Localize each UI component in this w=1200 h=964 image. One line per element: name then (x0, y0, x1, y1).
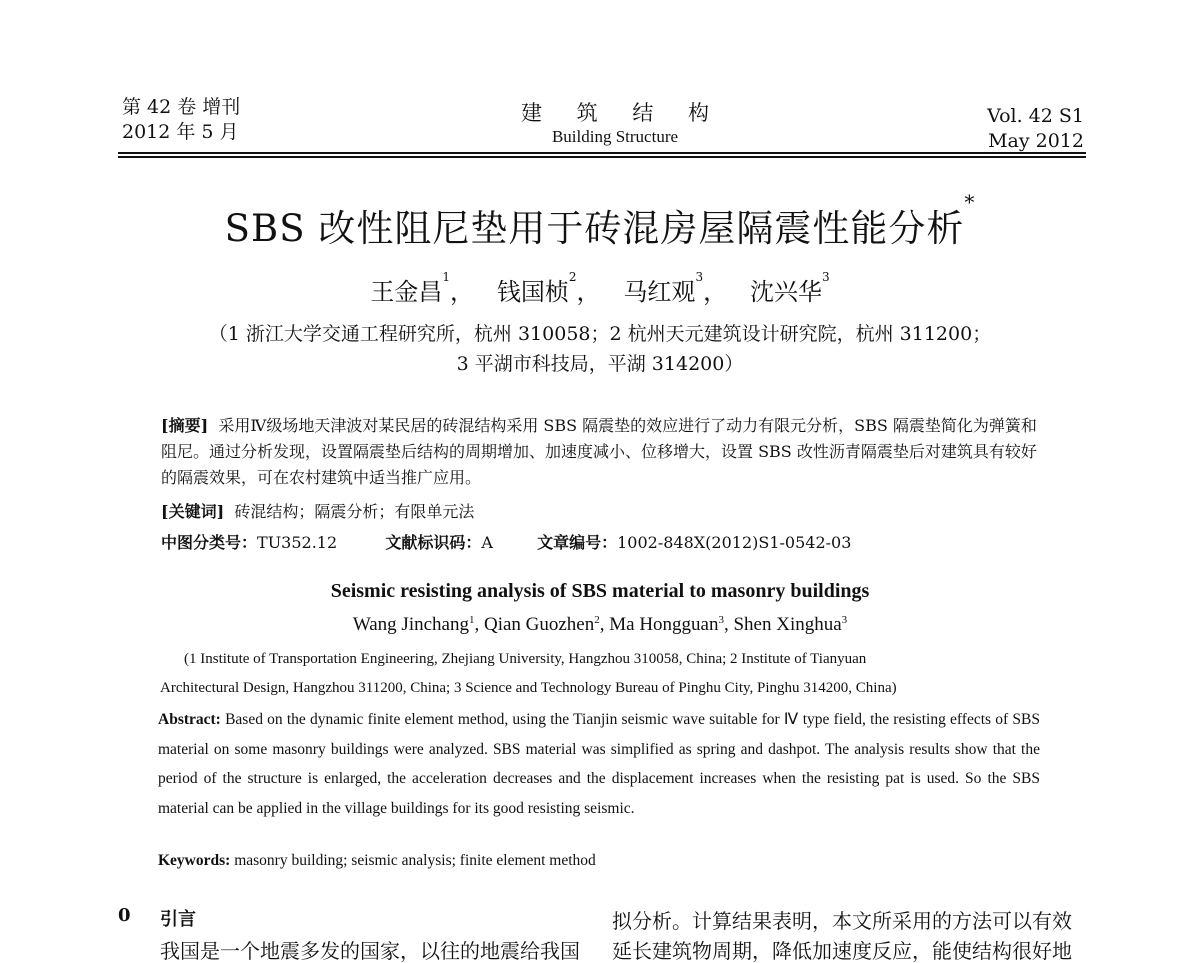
author-aff-mark-en: 3 (718, 614, 724, 626)
keywords-zh (161, 499, 474, 522)
paper-title (0, 190, 1200, 252)
journal-volume-en (987, 104, 1084, 154)
keywords-zh-label: [关键词] (161, 502, 225, 521)
volume-en: Vol. 42 S1 (987, 105, 1084, 127)
author-name: 马红观 (623, 278, 696, 306)
section-number: 0 (118, 905, 131, 926)
author-list-en (0, 614, 1200, 636)
affiliation-line-1: （1 浙江大学交通工程研究所，杭州 310058；2 杭州天元建筑设计研究院，杭州 311200； (208, 323, 992, 345)
section-title: 引言 (160, 909, 196, 930)
abstract-en (158, 705, 1040, 823)
journal-name-zh: 建 筑 结 构 (520, 101, 724, 125)
author-name: 王金昌 (370, 278, 443, 306)
author-aff-mark-en: 2 (594, 614, 600, 626)
affiliation-line-2: 3 平湖市科技局，平湖 314200） (456, 353, 744, 375)
author-name-en: Wang Jinchang (352, 614, 469, 635)
right-column-line: 拟分析。计算结果表明，本文所采用的方法可以有效 (612, 909, 1072, 933)
author-separator: ， (576, 278, 601, 306)
affiliation-en-line-2: Architectural Design, Hangzhou 311200, China; 3 Science and Technology Bureau of Pinghu City, Pinghu 314200, China) (160, 680, 897, 696)
classification-line (161, 530, 851, 553)
clc-value: TU352.12 (257, 533, 338, 552)
author-aff-mark: 2 (568, 270, 577, 284)
right-column-line: 延长建筑物周期，降低加速度反应，能使结构很好地 (612, 939, 1072, 963)
author-separator: ， (450, 278, 475, 306)
author-aff-mark: 1 (442, 270, 451, 284)
title-footnote-mark: * (964, 190, 976, 214)
header-rule-bottom (118, 156, 1086, 158)
author-separator: , (723, 614, 734, 635)
author-name-en: Ma Hongguan (609, 614, 719, 635)
author-aff-mark: 3 (821, 270, 830, 284)
left-column-line: 我国是一个地震多发的国家，以往的地震给我国 (160, 939, 580, 963)
keywords-en-text: masonry building; seismic analysis; finite element method (234, 852, 596, 869)
author-separator: , (599, 614, 610, 635)
author-list (0, 272, 1200, 307)
doc-code-label: 文献标识码： (385, 533, 482, 552)
author-name: 沈兴华 (749, 278, 822, 306)
author-name-en: Shen Xinghua (733, 614, 842, 635)
author-aff-mark-en: 1 (468, 614, 475, 626)
author-name-en: Qian Guozhen (483, 614, 595, 635)
abstract-en-text: Based on the dynamic finite element method, using the Tianjin seismic wave suitable for Ⅳ type field, the resisting effects of SBS material on some masonry buildings were analyzed. SBS material was simplified as spring and dashpot. The analysis results show that the period of the structure is enlarged, the acceleration decreases and the displacement increases when the resisting pat is used. So the SBS material can be applied in the village buildings for its good resisting seismic. (158, 711, 1040, 817)
keywords-en (158, 852, 596, 870)
paper-title-text: SBS 改性阻尼垫用于砖混房屋隔震性能分析 (224, 207, 965, 250)
doc-code-value: A (481, 533, 493, 552)
author-separator: , (474, 614, 484, 635)
author-aff-mark: 3 (695, 270, 704, 284)
author-name: 钱国桢 (496, 278, 569, 306)
affiliation-en-line-1: (1 Institute of Transportation Engineering, Zhejiang University, Hangzhou 310058, China; 2 Institute of Tianyuan (184, 651, 867, 667)
publication-date: 2012 年 5 月 (122, 121, 239, 143)
article-no-value: 1002-848X(2012)S1-0542-03 (617, 533, 852, 552)
paper-title-en: Seismic resisting analysis of SBS material to masonry buildings (330, 580, 870, 602)
abstract-en-label: Abstract: (158, 711, 221, 728)
journal-name-en: Building Structure (551, 127, 679, 146)
abstract-zh-text: 采用Ⅳ级场地天津波对某民居的砖混结构采用 SBS 隔震垫的效应进行了动力有限元分析，SBS 隔震垫简化为弹簧和阻尼。通过分析发现，设置隔震垫后结构的周期增加、加速度减小、位移增大，设置 SBS 改性沥青隔震垫后对建筑具有较好的隔震效果，可在农村建筑中适当推广应用。 (161, 416, 1037, 487)
author-aff-mark-en: 3 (841, 614, 848, 626)
clc-label: 中图分类号： (161, 533, 258, 552)
abstract-zh (161, 413, 1041, 491)
header-rule-top (118, 152, 1086, 154)
keywords-zh-text: 砖混结构；隔震分析；有限单元法 (234, 502, 475, 521)
abstract-zh-label: [摘要] (161, 416, 209, 435)
keywords-en-label: Keywords: (158, 852, 231, 869)
journal-name (500, 100, 730, 148)
date-en: May 2012 (988, 130, 1084, 152)
article-no-label: 文章编号： (537, 533, 618, 552)
journal-volume-info (122, 95, 240, 145)
author-separator: ， (703, 278, 728, 306)
volume-issue: 第 42 卷 增刊 (122, 96, 241, 118)
